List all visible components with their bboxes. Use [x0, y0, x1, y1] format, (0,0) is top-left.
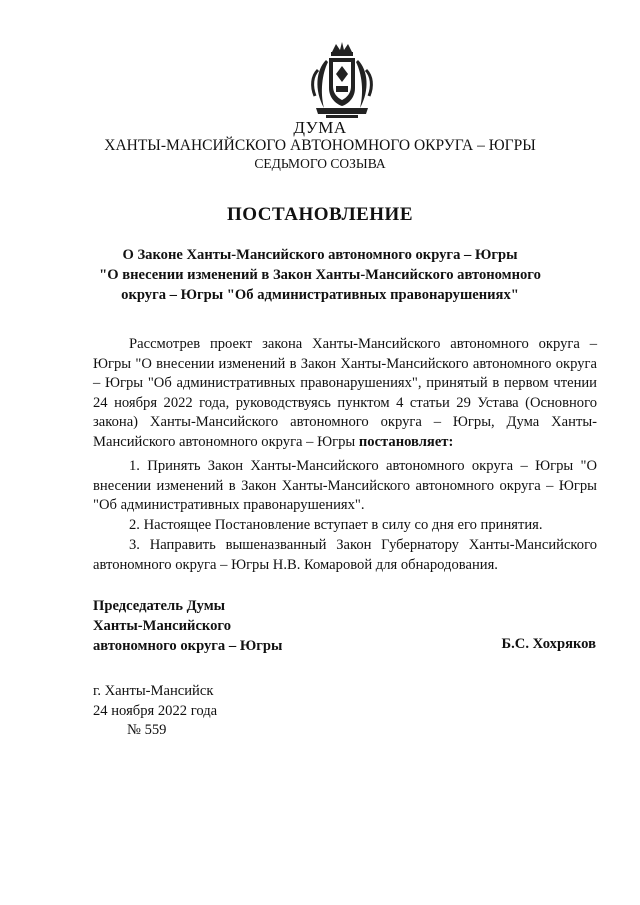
subject-line-2: "О внесении изменений в Закон Ханты-Мансийского автономного	[99, 267, 541, 283]
coat-of-arms-icon	[296, 40, 388, 122]
document-subject	[0, 245, 640, 305]
sozyv-title: СЕДЬМОГО СОЗЫВА	[254, 156, 386, 171]
document-date: 24 ноября 2022 года	[93, 702, 218, 719]
subject-line-1: О Законе Ханты-Мансийского автономного округа – Югры	[122, 247, 518, 263]
okrug-title: ХАНТЫ-МАНСИЙСКОГО АВТОНОМНОГО ОКРУГА – ЮГРЫ	[104, 137, 536, 154]
decision-item-1	[93, 457, 597, 516]
decision-item-2-text: 2. Настоящее Постановление вступает в силу со дня его принятия.	[129, 517, 543, 533]
preamble-decision-word: постановляет:	[358, 433, 454, 450]
signatory-title-line-3: автономного округа – Югры	[93, 638, 283, 654]
document-type: ПОСТАНОВЛЕНИЕ	[226, 204, 414, 225]
document-city: г. Ханты-Мансийск	[93, 683, 214, 699]
decision-item-1-text: 1. Принять Закон Ханты-Мансийского автономного округа – Югры "О внесении изменений в Закон Ханты-Мансийского автономного округа – Югры "Об административных правонарушениях".	[93, 458, 597, 513]
decision-item-3-text: 3. Направить вышеназванный Закон Губернатору Ханты-Мансийского автономного округа – Югры Н.В. Комаровой для обнародования.	[93, 537, 597, 573]
duma-title: ДУМА	[293, 118, 347, 137]
signatory-title	[93, 596, 282, 656]
preamble-paragraph	[93, 335, 597, 452]
signatory-title-line-2: Ханты-Мансийского	[93, 618, 231, 634]
document-number: № 559	[127, 722, 167, 738]
subject-line-3: округа – Югры "Об административных правонарушениях"	[121, 287, 519, 303]
decision-item-3	[93, 536, 597, 575]
signatory-title-line-1: Председатель Думы	[93, 598, 226, 614]
document-place-date	[93, 682, 217, 741]
signatory-name: Б.С. Хохряков	[501, 636, 596, 652]
preamble-text: Рассмотрев проект закона Ханты-Мансийского автономного округа – Югры "О внесении изменений в Закон Ханты-Мансийского автономного округа – Югры "Об административных правонарушениях", принятый в первом чтении 24 ноября 2022 года, руководствуясь пунктом 4 статьи 29 Устава (Основного закона) Ханты-Мансийского автономного округа – Югры, Дума Ханты-Мансийского автономного округа – Югры	[93, 336, 597, 450]
decision-item-2	[93, 516, 597, 536]
